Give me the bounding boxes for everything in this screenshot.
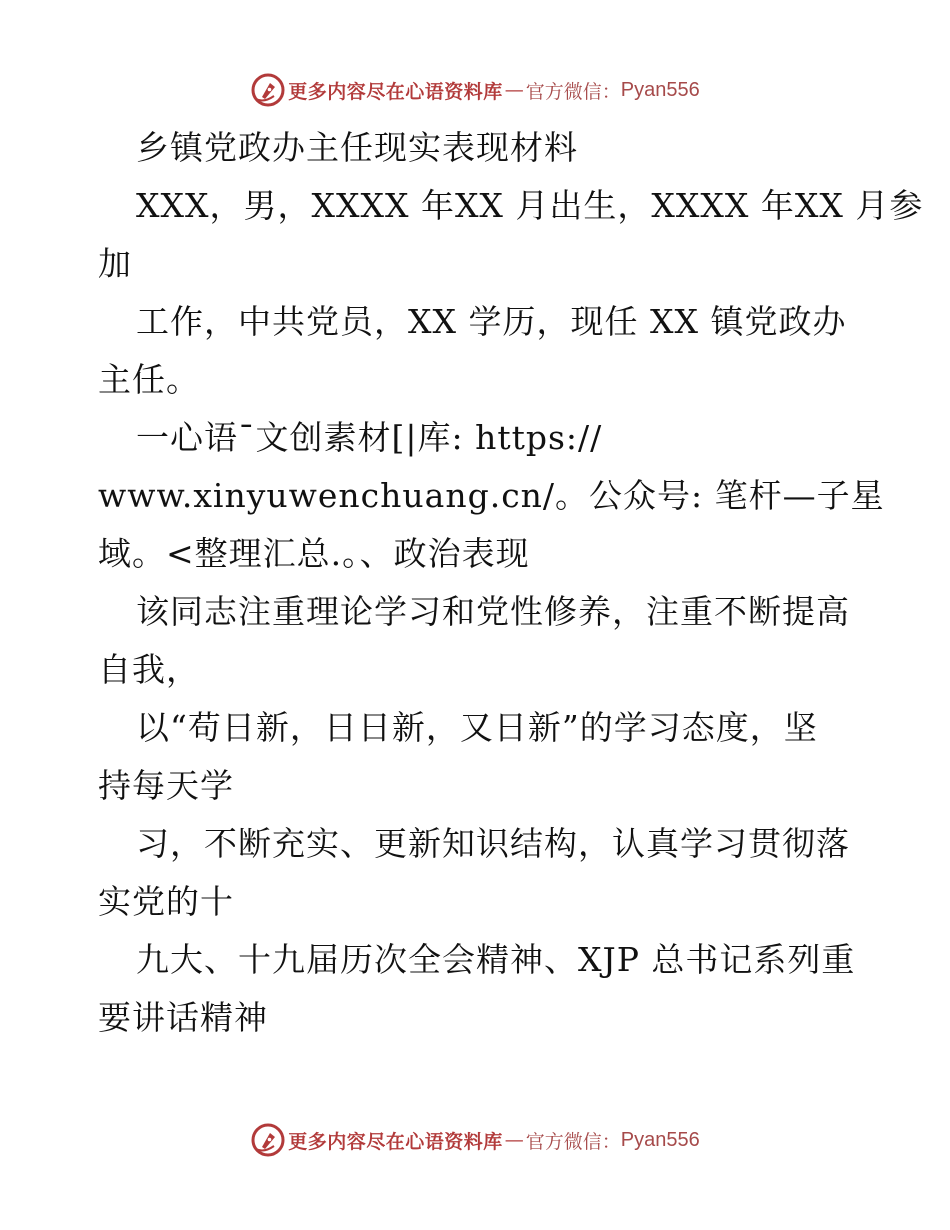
watermark-wechat-id: Pyan556 xyxy=(620,78,700,101)
document-title: 乡镇党政办主任现实表现材料 xyxy=(136,128,578,167)
header-watermark xyxy=(0,68,950,112)
watermark-brand: 更多内容尽在心语资料库 xyxy=(288,1130,503,1153)
paragraph-line: 自我， xyxy=(98,650,200,689)
paragraph-line: 该同志注重理论学习和党性修养，注重不断提高 xyxy=(136,592,850,631)
paragraph-line: XXX，男，XXXX 年XX 月出生，XXXX 年XX 月参 xyxy=(136,186,924,225)
watermark-brand: 更多内容尽在心语资料库 xyxy=(288,80,503,103)
paragraph-line: 要讲话精神 xyxy=(98,998,268,1037)
watermark-wechat-id: Pyan556 xyxy=(620,1128,700,1151)
watermark-label: 官方微信： xyxy=(525,1130,621,1153)
paragraph-line: 实党的十 xyxy=(98,882,234,921)
watermark-dash: — xyxy=(504,1129,524,1151)
paragraph-line: 九大、十九届历次全会精神、XJP 总书记系列重 xyxy=(136,940,856,979)
section-heading-line: 域。<整理汇总.。、政治表现 xyxy=(98,534,530,573)
paragraph-line: 主任。 xyxy=(98,360,200,399)
footer-watermark xyxy=(0,1118,950,1162)
pen-nib-circle-icon xyxy=(250,1122,286,1158)
pen-nib-circle-icon xyxy=(250,72,286,108)
paragraph-line: 一心语¯文创素材[|库: https:// xyxy=(136,418,603,457)
watermark-dash: — xyxy=(504,79,524,101)
paragraph-line: 工作，中共党员，XX 学历，现任 XX 镇党政办 xyxy=(136,302,847,341)
paragraph-line: 以“苟日新，日日新，又日新”的学习态度，坚 xyxy=(136,708,818,747)
watermark-label: 官方微信： xyxy=(525,80,621,103)
paragraph-line: www.xinyuwenchuang.cn/。公众号: 笔杆—子星 xyxy=(98,476,885,515)
paragraph-line: 习，不断充实、更新知识结构，认真学习贯彻落 xyxy=(136,824,850,863)
paragraph-line: 加 xyxy=(98,244,132,283)
paragraph-line: 持每天学 xyxy=(98,766,234,805)
